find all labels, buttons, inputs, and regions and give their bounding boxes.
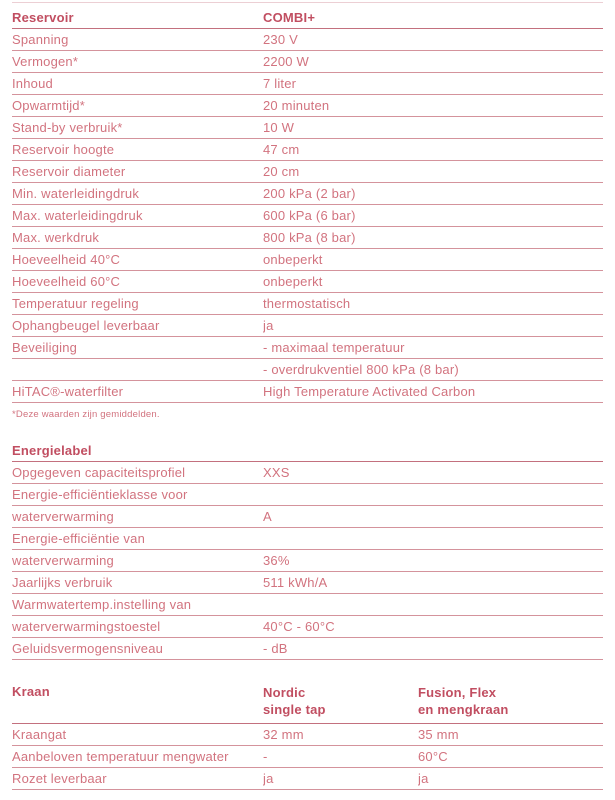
table-row (12, 29, 603, 51)
table-row (12, 227, 603, 249)
table-row (12, 616, 603, 638)
table-row (12, 205, 603, 227)
spec-value: 2200 W (263, 54, 310, 69)
table-row (12, 249, 603, 271)
footnote: *Deze waarden zijn gemiddelden. (12, 409, 160, 420)
spec-value: 600 kPa (6 bar) (263, 208, 356, 223)
spec-label: Geluidsvermogensniveau (12, 641, 164, 656)
table-row (12, 550, 603, 572)
spec-value: 36% (263, 553, 290, 568)
table-row (12, 746, 603, 768)
table-row (12, 139, 603, 161)
table-row (12, 528, 603, 550)
spec-value-nordic: 32 mm (263, 727, 304, 742)
table-row (12, 381, 603, 403)
table-row (12, 506, 603, 528)
spec-value: - maximaal temperatuur (263, 340, 405, 355)
kraan-title: Kraan (12, 684, 50, 699)
spec-value: XXS (263, 465, 290, 480)
spec-label: Min. waterleidingdruk (12, 186, 140, 201)
spec-label: Jaarlijks verbruik (12, 575, 113, 590)
kraan-col1-header-line1: Nordic (263, 685, 306, 700)
table-row (12, 359, 603, 381)
table-row (12, 117, 603, 139)
spec-label: Hoeveelheid 40°C (12, 252, 121, 267)
kraan-table (12, 682, 603, 790)
kraan-col2-header-line2: en mengkraan (418, 702, 509, 717)
reservoir-title: Reservoir (12, 10, 74, 25)
table-row (12, 484, 603, 506)
top-divider (12, 2, 603, 3)
spec-label: Inhoud (12, 76, 53, 91)
kraan-col2-header-line1: Fusion, Flex (418, 685, 497, 700)
reservoir-rows (12, 29, 603, 403)
spec-label: Reservoir diameter (12, 164, 126, 179)
spec-label: Stand-by verbruik* (12, 120, 123, 135)
spec-value-fusion: 60°C (418, 749, 448, 764)
spec-label: Reservoir hoogte (12, 142, 115, 157)
table-row (12, 768, 603, 790)
spec-label: Aanbeloven temperatuur mengwater (12, 749, 229, 764)
energielabel-title: Energielabel (12, 443, 92, 458)
spec-value: 10 W (263, 120, 295, 135)
spec-value: 200 kPa (2 bar) (263, 186, 356, 201)
spec-value-fusion: 35 mm (418, 727, 459, 742)
energielabel-table (12, 440, 603, 660)
spec-label: waterverwarming (12, 509, 114, 524)
table-row (12, 293, 603, 315)
table-row (12, 51, 603, 73)
table-row (12, 724, 603, 746)
spec-label: Energie-efficiëntieklasse voor (12, 487, 188, 502)
spec-label: waterverwarming (12, 553, 114, 568)
spec-label: Temperatuur regeling (12, 296, 139, 311)
kraan-col1-header-line2: single tap (263, 702, 326, 717)
table-row (12, 315, 603, 337)
spec-value: ja (263, 318, 274, 333)
spec-value: 20 minuten (263, 98, 330, 113)
spec-label: Hoeveelheid 60°C (12, 274, 121, 289)
kraan-col1-header (263, 684, 418, 718)
spec-value: - overdrukventiel 800 kPa (8 bar) (263, 362, 459, 377)
spec-label: Spanning (12, 32, 69, 47)
spec-value: thermostatisch (263, 296, 351, 311)
kraan-table-header (12, 682, 603, 724)
reservoir-table-header (12, 7, 603, 29)
spec-label: HiTAC®-waterfilter (12, 384, 124, 399)
spec-value: High Temperature Activated Carbon (263, 384, 476, 399)
spec-label: Max. waterleidingdruk (12, 208, 143, 223)
spec-value: onbeperkt (263, 274, 323, 289)
spec-value-nordic: - (263, 749, 268, 764)
reservoir-table (12, 7, 603, 420)
spec-value: 40°C - 60°C (263, 619, 335, 634)
spec-label: Warmwatertemp.instelling van (12, 597, 192, 612)
spec-value: 47 cm (263, 142, 300, 157)
spec-value: 7 liter (263, 76, 297, 91)
spec-value: 800 kPa (8 bar) (263, 230, 356, 245)
spec-value-nordic: ja (263, 771, 274, 786)
kraan-rows (12, 724, 603, 790)
spec-label: Kraangat (12, 727, 67, 742)
spec-value: onbeperkt (263, 252, 323, 267)
spec-value: A (263, 509, 272, 524)
energielabel-table-header (12, 440, 603, 462)
table-row (12, 594, 603, 616)
table-row (12, 73, 603, 95)
table-row (12, 95, 603, 117)
spec-value: 20 cm (263, 164, 300, 179)
spec-label: Energie-efficiëntie van (12, 531, 145, 546)
product-name: COMBI+ (263, 10, 316, 25)
table-row (12, 183, 603, 205)
spec-value-fusion: ja (418, 771, 429, 786)
table-row (12, 638, 603, 660)
table-row (12, 572, 603, 594)
spec-value: - dB (263, 641, 288, 656)
table-row (12, 161, 603, 183)
spec-label: waterverwarmingstoestel (12, 619, 161, 634)
energielabel-rows (12, 462, 603, 660)
table-row (12, 271, 603, 293)
spec-label: Ophangbeugel leverbaar (12, 318, 160, 333)
spec-value: 230 V (263, 32, 298, 47)
spec-value: 511 kWh/A (263, 575, 328, 590)
spec-label: Beveiliging (12, 340, 78, 355)
spec-label: Opwarmtijd* (12, 98, 85, 113)
spec-label: Rozet leverbaar (12, 771, 107, 786)
spec-label: Max. werkdruk (12, 230, 100, 245)
kraan-col2-header (418, 684, 603, 718)
table-row (12, 337, 603, 359)
table-row (12, 462, 603, 484)
spec-label: Opgegeven capaciteitsprofiel (12, 465, 186, 480)
spec-label: Vermogen* (12, 54, 79, 69)
